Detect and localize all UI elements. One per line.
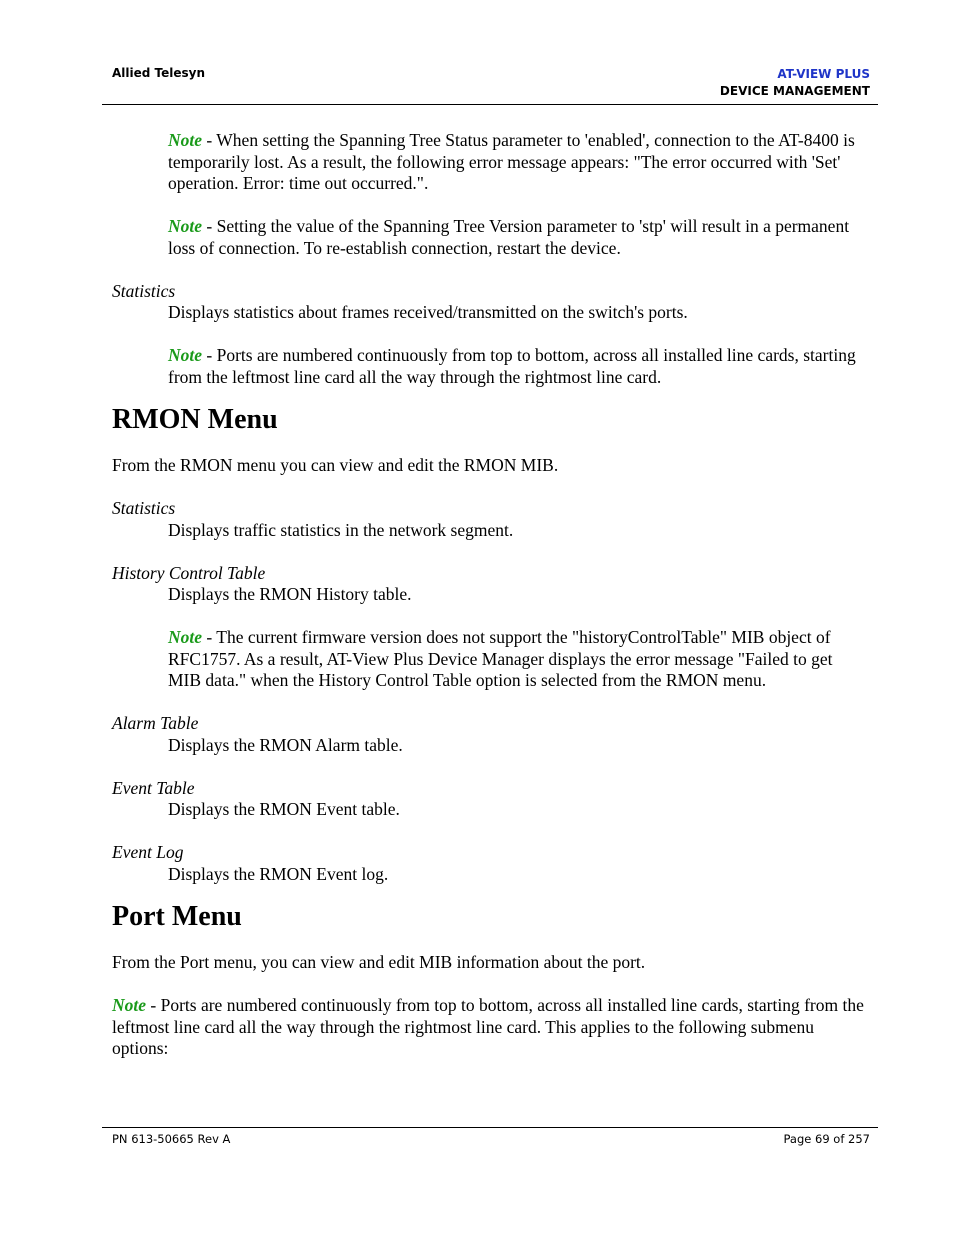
desc-alarm-table: Displays the RMON Alarm table. [168,734,403,755]
note-port-numbering [168,345,868,388]
note-label: Note [168,345,203,365]
heading-port-menu: Port Menu [112,901,242,932]
term-statistics: Statistics [112,280,176,301]
header-product: AT-VIEW PLUS [777,67,870,81]
desc-event-log: Displays the RMON Event log. [168,863,389,884]
note-label: Note [168,627,203,647]
term-history-control-table: History Control Table [112,562,266,583]
term-event-table: Event Table [112,777,195,798]
note-stp-version [168,216,868,259]
note-text: - The current firmware version does not support the "historyControlTable" MIB object of RFC1757. As a result, AT-View Plus Device Manager displays the error message "Failed to get MIB data." when the History Control Table option is selected from the RMON menu. [168,627,833,690]
desc-event-table: Displays the RMON Event table. [168,799,400,819]
note-text: - Ports are numbered continuously from top to bottom, across all installed line cards, starting from the leftmost line card all the way through the rightmost line card. This applies to the following submenu options: [112,995,864,1058]
note-text: - Ports are numbered continuously from top to bottom, across all installed line cards, starting from the leftmost line card all the way through the rightmost line card. [168,345,856,387]
desc-history-control-table: Displays the RMON History table. [168,584,412,604]
desc-statistics: Displays statistics about frames received/transmitted on the switch's ports. [168,302,688,322]
note-label: Note [168,216,203,236]
note-stp-status [168,130,868,195]
header-rule [102,104,878,105]
term-event-log: Event Log [112,842,184,862]
note-label: Note [168,130,203,150]
rmon-intro: From the RMON menu you can view and edit the RMON MIB. [112,455,559,475]
footer-page-number: Page 69 of 257 [783,1132,870,1146]
header-company: Allied Telesyn [112,66,206,80]
page-content [112,130,868,1060]
note-text: - When setting the Spanning Tree Status parameter to 'enabled', connection to the AT-8400 is temporarily lost. As a result, the following error message appears: "The error occurred with 'Set' operation. Error: time out occurred.". [168,130,855,193]
port-intro: From the Port menu, you can view and edit MIB information about the port. [112,952,646,972]
term-alarm-table: Alarm Table [112,713,199,733]
desc-rmon-statistics: Displays traffic statistics in the network segment. [168,519,514,540]
note-text: - Setting the value of the Spanning Tree Version parameter to 'stp' will result in a permanent loss of connection. To re-establish connection, restart the device. [168,216,850,258]
header-title [720,66,870,100]
note-history-control [168,627,868,692]
note-label: Note [112,995,147,1015]
note-port-submenu [112,995,868,1060]
heading-rmon-menu: RMON Menu [112,404,278,435]
header-section: DEVICE MANAGEMENT [719,84,870,98]
term-rmon-statistics: Statistics [112,498,176,518]
footer-rule [102,1127,878,1128]
footer-part-number: PN 613-50665 Rev A [112,1132,231,1146]
